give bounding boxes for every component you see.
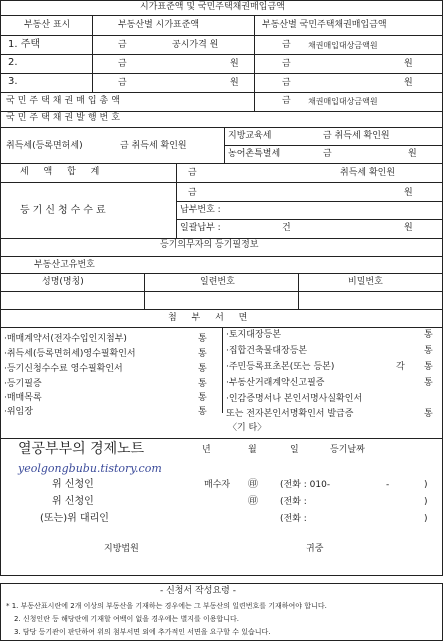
education-tax-amount: 금 취득세 확인원	[323, 131, 390, 141]
payment-number-label: 납부번호 :	[180, 205, 221, 215]
divider	[254, 92, 255, 111]
divider	[0, 273, 443, 274]
attachment-left-6: ·위임장	[4, 407, 33, 417]
property-row-2-bond-unit: 원	[404, 59, 413, 69]
attachment-right-6-unit: 통	[424, 409, 433, 419]
divider	[0, 127, 443, 128]
date-month: 월	[248, 445, 257, 455]
writing-guide-title: - 신청서 작성요령 -	[160, 586, 236, 596]
divider	[0, 291, 443, 292]
total-tax-prefix: 금	[188, 168, 197, 178]
phone-1-dash: -	[386, 480, 390, 490]
watermark-url: yeolgongbubu.tistory.com	[18, 462, 162, 475]
attachment-left-1: ·매매계약서(전자수입인지첨부)	[4, 334, 127, 344]
acquisition-tax-label: 취득세(등록면허세)	[6, 141, 83, 151]
attachment-right-4: ·부동산거래계약신고필증	[226, 378, 325, 388]
total-tax-note: 취득세 확인원	[340, 168, 396, 178]
column-header-bond-amount: 부동산별 국민주택채권매입금액	[262, 20, 387, 30]
obligor-info-title: 등기의무자의 등기필정보	[160, 240, 259, 250]
attachment-right-5: ·인감증명서나 본인서명사실확인서	[226, 394, 363, 404]
attachments-title: 첨 부 서 면	[168, 313, 254, 323]
divider	[0, 35, 443, 36]
attachment-right-3-count: 각	[396, 362, 405, 372]
attachment-right-1-unit: 통	[424, 330, 433, 340]
rural-tax-unit: 원	[408, 149, 417, 159]
attachment-right-3: ·주민등록표초본(또는 등본)	[226, 362, 335, 372]
property-row-3-bond-prefix: 금	[282, 78, 291, 88]
attachment-right-6: 또는 전자본인서명확인서 발급증	[226, 409, 354, 419]
property-row-1-label: 1. 주택	[8, 39, 41, 50]
divider	[176, 201, 443, 202]
attachment-left-5: ·매매목록	[4, 393, 42, 403]
writing-guide-note-1: * 1. 부동산표시란에 2개 이상의 부동산을 기재하는 경우에는 그 부동산의 일련번호를 기재하여야 합니다.	[6, 602, 327, 610]
bond-number-label: 국민주택채권발행번호	[6, 113, 123, 123]
property-row-1-amount-note: 공시가격 원	[172, 40, 219, 50]
fee-amount-prefix: 금	[188, 188, 197, 198]
date-year: 년	[202, 445, 211, 455]
agent-label: (또는)위 대리인	[40, 513, 109, 524]
divider	[0, 438, 443, 439]
divider	[0, 163, 443, 164]
attachment-left-2: ·취득세(등록면허세)영수필확인서	[4, 349, 136, 359]
attachment-right-3-unit: 통	[424, 362, 433, 372]
attachment-right-other: 〈기 타〉	[228, 423, 267, 433]
section-title-standard-price: 시가표준액 및 국민주택채권매입금액	[140, 2, 285, 12]
phone-1-label: (전화 : 010-	[280, 480, 331, 490]
divider	[0, 111, 443, 112]
bulk-payment-label: 일괄납부 :	[180, 223, 221, 233]
property-row-1-bond-note: 채권매입대상금액원	[308, 41, 378, 50]
property-row-1-bond-prefix: 금	[282, 40, 291, 50]
phone-3-close: )	[424, 514, 428, 524]
divider	[224, 145, 443, 146]
bond-total-note: 채권매입대상금액원	[308, 97, 378, 106]
district-court-label: 지방법원	[104, 544, 139, 554]
property-row-2-label: 2.	[8, 57, 18, 68]
attachment-left-3: ·등기신청수수료 영수필확인서	[4, 364, 123, 374]
seal-mark-2: ㊞	[248, 496, 258, 507]
column-header-property: 부동산 표시	[24, 20, 71, 30]
attachment-left-3-unit: 통	[198, 364, 207, 374]
attachment-left-1-unit: 통	[198, 334, 207, 344]
column-header-standard-price: 부동산별 시가표준액	[118, 20, 200, 30]
divider	[0, 73, 443, 74]
property-row-1-amount-prefix: 금	[118, 40, 127, 50]
registration-fee-label: 등기신청수수료	[20, 205, 109, 216]
divider	[0, 54, 443, 55]
property-row-3-label: 3.	[8, 76, 18, 87]
property-unique-number-label: 부동산고유번호	[34, 260, 95, 270]
attachment-left-5-unit: 통	[198, 393, 207, 403]
registration-date-label: 등기날짜	[330, 445, 365, 455]
divider	[0, 15, 443, 16]
total-tax-label: 세 액 합 계	[20, 167, 106, 177]
date-day: 일	[290, 445, 299, 455]
bond-total-label: 국민주택채권매입총액	[6, 96, 123, 106]
divider	[222, 327, 223, 413]
divider	[0, 256, 443, 257]
buyer-label: 매수자	[204, 480, 231, 490]
seal-mark-1: ㊞	[248, 479, 258, 490]
education-tax-label: 지방교육세	[228, 131, 272, 141]
property-row-2-bond-prefix: 금	[282, 59, 291, 69]
fee-amount-unit: 원	[404, 188, 413, 198]
phone-2-label: (전화 :	[280, 497, 307, 507]
name-column-header: 성명(명칭)	[42, 277, 84, 287]
property-row-3-amount-prefix: 금	[118, 78, 127, 88]
attachment-right-1: ·토지대장등본	[226, 330, 282, 340]
property-row-2-amount-unit: 원	[230, 59, 239, 69]
divider	[0, 309, 443, 310]
attachment-left-4-unit: 통	[198, 379, 207, 389]
divider	[0, 238, 443, 239]
rural-tax-amount: 금	[323, 149, 332, 159]
attachment-left-6-unit: 통	[198, 407, 207, 417]
phone-2-close: )	[424, 497, 428, 507]
applicant-2-label: 위 신청인	[52, 496, 94, 507]
password-column-header: 비밀번호	[348, 277, 383, 287]
applicant-1-label: 위 신청인	[52, 479, 94, 490]
bond-total-prefix: 금	[282, 96, 291, 106]
attachment-right-4-unit: 통	[424, 378, 433, 388]
writing-guide-note-2: 2. 신청인란 등 해당란에 기재할 여백이 없을 경우에는 별지를 이용합니다.	[14, 615, 240, 623]
divider	[0, 92, 443, 93]
bulk-payment-count-unit: 건	[282, 223, 291, 233]
attachment-right-2-unit: 통	[424, 346, 433, 356]
property-row-3-bond-unit: 원	[404, 78, 413, 88]
attachment-left-4: ·등기필증	[4, 379, 42, 389]
addressee-label: 귀중	[306, 544, 324, 554]
watermark-title: 열공부부의 경제노트	[18, 441, 145, 457]
attachment-right-2: ·집합건축물대장등본	[226, 346, 308, 356]
phone-1-close: )	[424, 480, 428, 490]
divider	[176, 219, 443, 220]
attachment-left-2-unit: 통	[198, 349, 207, 359]
writing-guide-note-3: 3. 담당 등기관이 판단하여 위의 첨부서면 외에 추가적인 서면을 요구할 수 있습니다.	[14, 628, 271, 636]
property-row-2-amount-prefix: 금	[118, 59, 127, 69]
divider	[0, 182, 443, 183]
acquisition-tax-amount: 금 취득세 확인원	[120, 141, 187, 151]
bulk-payment-won: 원	[404, 223, 413, 233]
rural-tax-label: 농어촌특별세	[228, 149, 281, 159]
property-row-3-amount-unit: 원	[230, 78, 239, 88]
phone-3-label: (전화 :	[280, 514, 307, 524]
serial-number-column-header: 일련번호	[200, 277, 235, 287]
